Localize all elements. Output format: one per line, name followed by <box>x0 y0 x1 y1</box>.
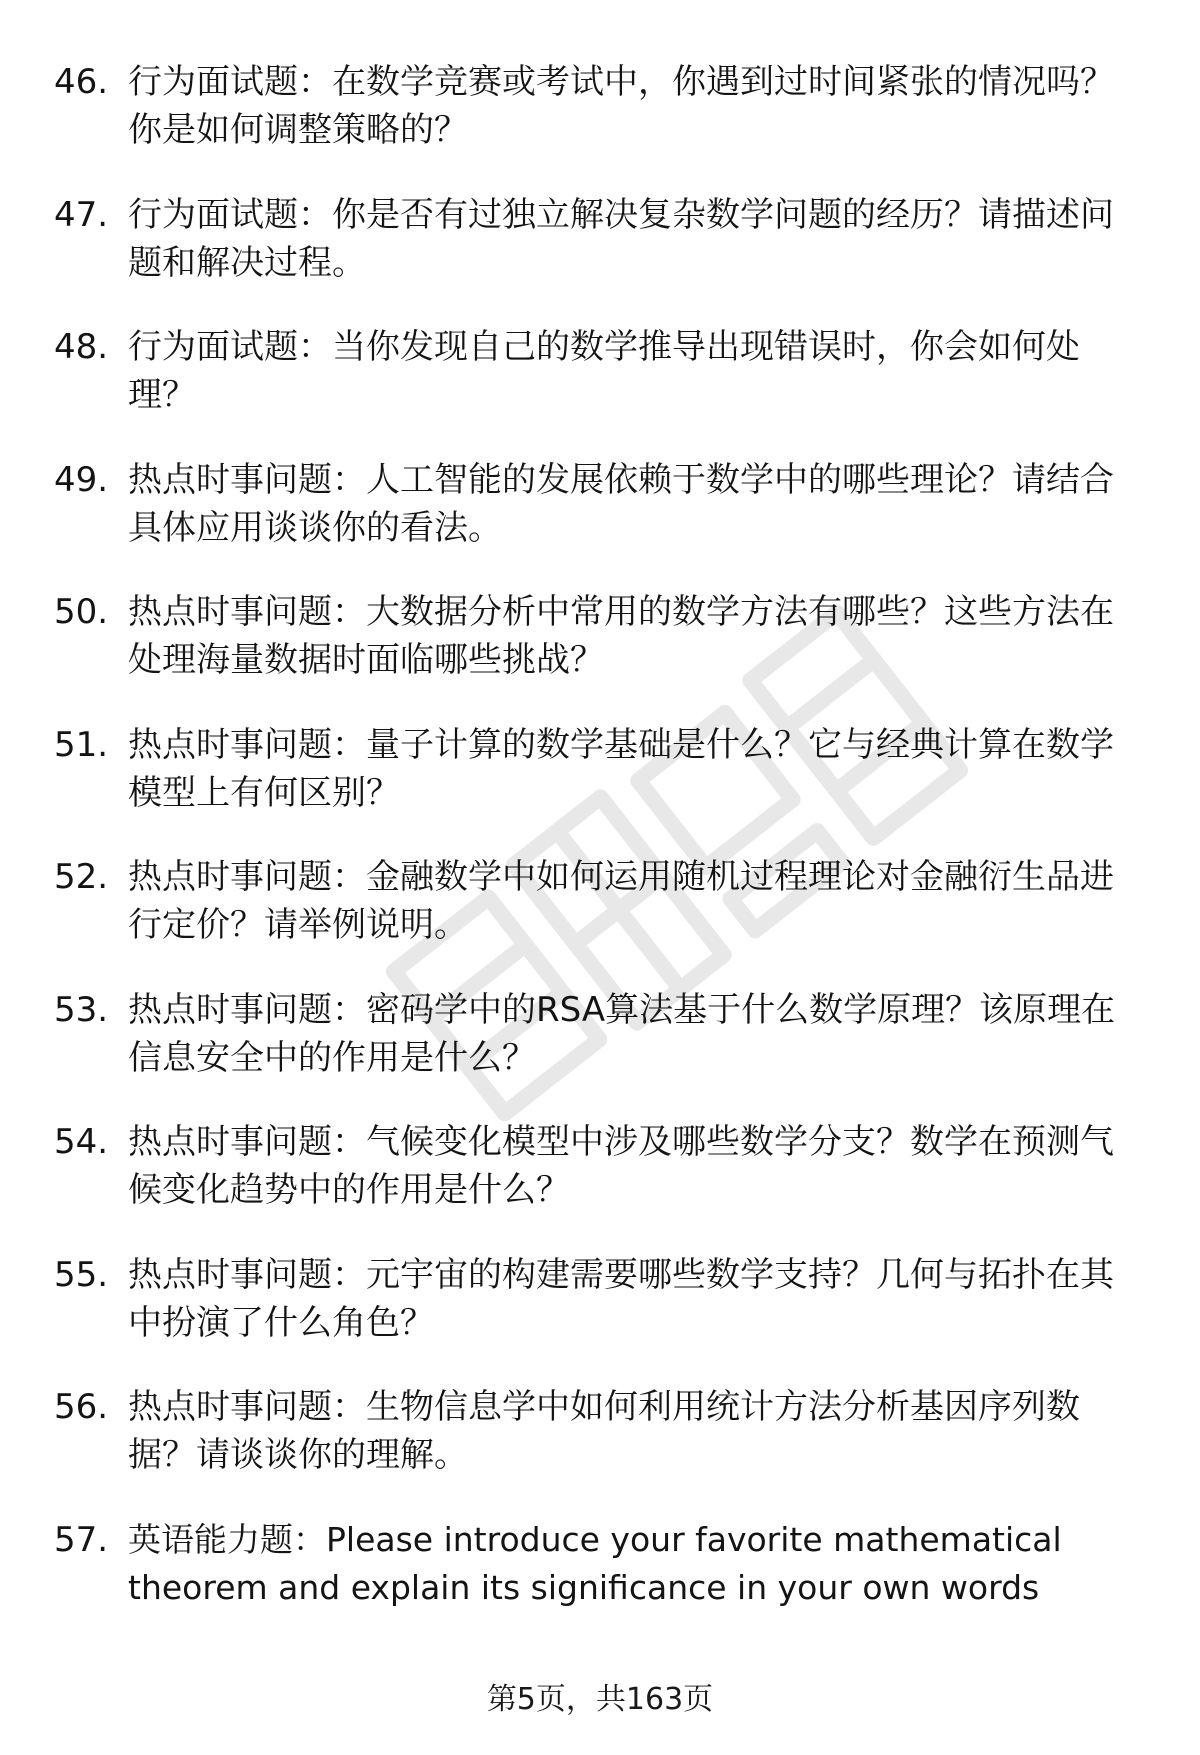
question-number: 50. <box>54 592 109 632</box>
list-item <box>54 1516 1144 1649</box>
list-item <box>54 853 1144 986</box>
question-number: 54. <box>54 1122 109 1162</box>
list-item <box>54 1251 1144 1384</box>
question-number: 48. <box>54 327 109 367</box>
list-item <box>54 456 1144 589</box>
question-number: 47. <box>54 194 109 235</box>
question-text: 热点时事问题：人工智能的发展依赖于数学中的哪些理论？请结合具体应用谈谈你的看法。 <box>128 459 1114 548</box>
question-number: 52. <box>54 857 109 897</box>
question-number: 55. <box>54 1254 109 1295</box>
question-text: 热点时事问题：金融数学中如何运用随机过程理论对金融衍生品进行定价？请举例说明。 <box>128 857 1114 945</box>
list-item <box>54 721 1144 854</box>
question-text: 热点时事问题：量子计算的数学基础是什么？它与经典计算在数学模型上有何区别？ <box>128 724 1114 813</box>
question-number: 56. <box>54 1387 109 1427</box>
list-item <box>54 191 1144 324</box>
question-number: 57. <box>54 1519 109 1560</box>
list-item <box>54 323 1144 456</box>
list-item <box>54 1118 1144 1251</box>
question-number: 46. <box>54 62 109 102</box>
question-text: 热点时事问题：气候变化模型中涉及哪些数学分支？数学在预测气候变化趋势中的作用是什么？ <box>128 1122 1114 1210</box>
question-text: 热点时事问题：密码学中的RSA算法基于什么数学原理？该原理在信息安全中的作用是什么？ <box>128 989 1116 1078</box>
question-number: 49. <box>54 459 109 500</box>
question-text: 行为面试题：当你发现自己的数学推导出现错误时，你会如何处理？ <box>128 327 1080 415</box>
list-item <box>54 588 1144 721</box>
question-number: 53. <box>54 989 109 1030</box>
question-number: 51. <box>54 724 109 765</box>
question-text: 热点时事问题：大数据分析中常用的数学方法有哪些？这些方法在处理海量数据时面临哪些挑战？ <box>128 592 1114 680</box>
question-text: 热点时事问题：生物信息学中如何利用统计方法分析基因序列数据？请谈谈你的理解。 <box>128 1387 1080 1475</box>
list-item <box>54 986 1144 1119</box>
list-item <box>54 1383 1144 1516</box>
list-item <box>54 58 1144 191</box>
question-text: 行为面试题：在数学竞赛或考试中，你遇到过时间紧张的情况吗？你是如何调整策略的？ <box>128 62 1114 150</box>
page-footer: 第5页，共163页 <box>486 1682 714 1717</box>
question-text: 热点时事问题：元宇宙的构建需要哪些数学支持？几何与拓扑在其中扮演了什么角色？ <box>128 1254 1114 1343</box>
question-list <box>54 58 1144 1648</box>
question-text: 英语能力题：Please introduce your favorite mathematical theorem and explain its significance in your own words <box>128 1519 1062 1607</box>
question-text: 行为面试题：你是否有过独立解决复杂数学问题的经历？请描述问题和解决过程。 <box>128 194 1114 283</box>
